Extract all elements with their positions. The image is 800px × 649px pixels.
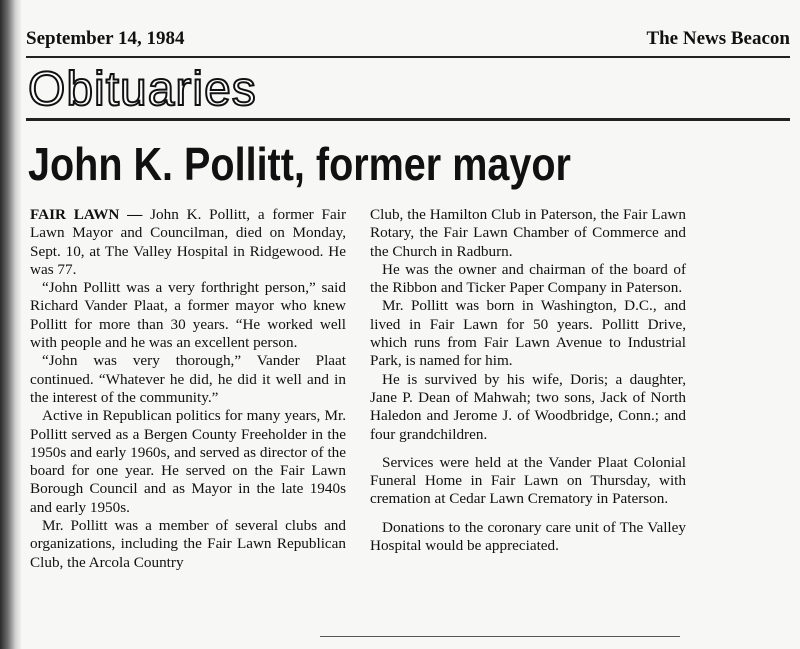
article-column-2: [370, 206, 686, 555]
section-title: Obituaries: [28, 63, 257, 116]
issue-date: September 14, 1984: [26, 28, 185, 49]
article-paragraph: Active in Republican politics for many years, Mr. Pollitt served as a Bergen County Freeholder in the 1950s and early 1960s, and served as director of the board for one year. He served on the Fair Lawn Borough Council and as Mayor in the late 1940s and early 1950s.: [30, 407, 346, 516]
article-paragraph: Mr. Pollitt was born in Washington, D.C., and lived in Fair Lawn for 50 years. Pollitt Drive, which runs from Fair Lawn Avenue to Industrial Park, is named for him.: [370, 297, 686, 370]
article-paragraph: “John was very thorough,” Vander Plaat continued. “Whatever he did, he did it well and in the interest of the community.”: [30, 352, 346, 406]
header-rule: [26, 56, 790, 58]
article-paragraph: Club, the Hamilton Club in Paterson, the Fair Lawn Rotary, the Fair Lawn Chamber of Commerce and the Church in Radburn.: [370, 206, 686, 260]
article-paragraph: He is survived by his wife, Doris; a daughter, Jane P. Dean of Mahwah; two sons, Jack of North Haledon and Jerome J. of Woodbridge, Conn.; and four grandchildren.: [370, 370, 686, 443]
article-paragraph: Donations to the coronary care unit of The Valley Hospital would be appreciated.: [370, 518, 686, 555]
dateline: FAIR LAWN —: [30, 206, 143, 223]
article-paragraph: FAIR LAWN — John K. Pollitt, a former Fair Lawn Mayor and Councilman, died on Monday, Sept. 10, at The Valley Hospital in Ridgewood. He was 77.: [30, 206, 346, 278]
publication-name: The News Beacon: [646, 28, 790, 49]
article-paragraph: Mr. Pollitt was a member of several clubs and organizations, including the Fair Lawn Republican Club, the Arcola Country: [30, 517, 346, 571]
article-paragraph: “John Pollitt was a very forthright person,” said Richard Vander Plaat, a former mayor who knew Pollitt for more than 30 years. “He worked well with people and he was an excellent person.: [30, 279, 346, 352]
article-column-1: [30, 206, 346, 616]
scan-edge-shadow: [0, 0, 22, 649]
headline: John K. Pollitt, former mayor: [28, 138, 571, 190]
article-paragraph: He was the owner and chairman of the board of the Ribbon and Ticker Paper Company in Paterson.: [370, 260, 686, 297]
article-paragraph: Services were held at the Vander Plaat Colonial Funeral Home in Fair Lawn on Thursday, with cremation at Cedar Lawn Crematory in Paterson.: [370, 453, 686, 508]
section-rule: [26, 118, 790, 121]
page-header: [26, 26, 790, 52]
footer-rule: [320, 636, 680, 637]
